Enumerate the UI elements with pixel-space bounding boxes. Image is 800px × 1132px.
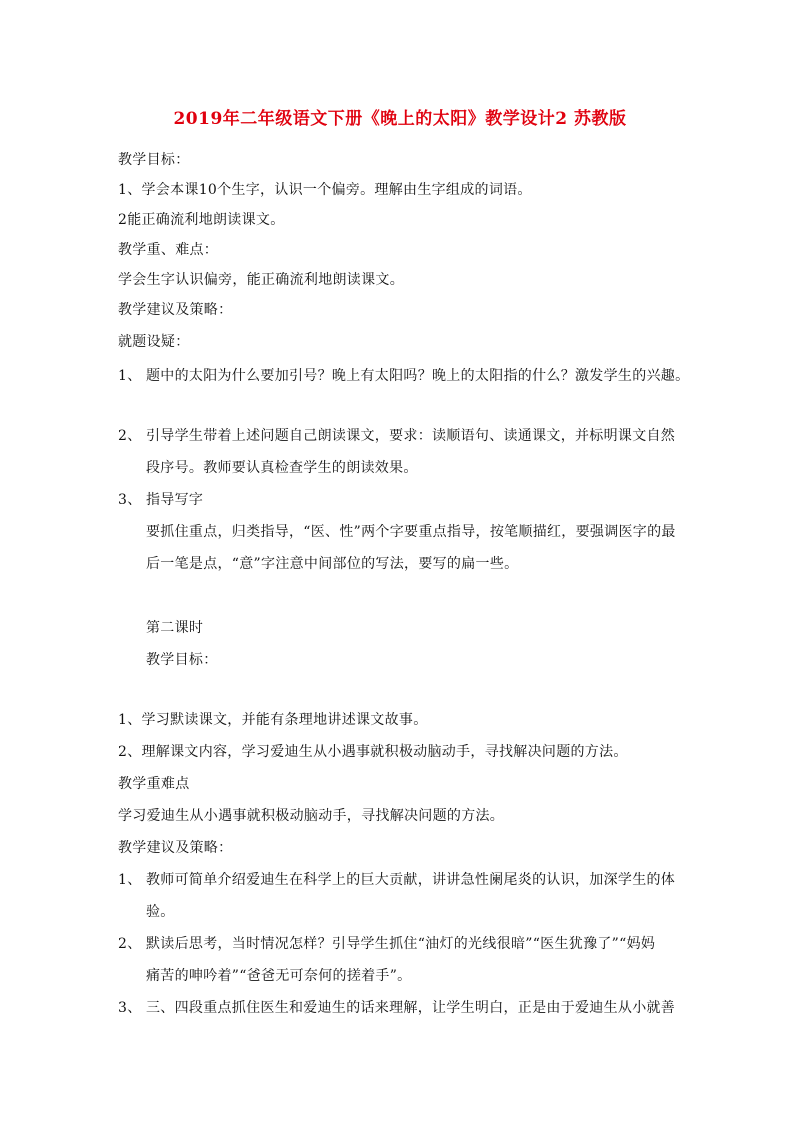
list-number: 3、 xyxy=(118,1000,142,1016)
list-continuation: 痛苦的呻吟着”“爸爸无可奈何的搓着手”。 xyxy=(146,968,412,984)
list-text: 三、四段重点抓住医生和爱迪生的话来理解，让学生明白，正是由于爱迪生从小就善 xyxy=(146,1000,676,1016)
goal-item-1: 1、学习默读课文，并能有条理地讲述课文故事。 xyxy=(118,712,428,728)
list-number: 2、 xyxy=(118,428,142,444)
list-continuation: 段序号。教师要认真检查学生的朗读效果。 xyxy=(146,460,418,476)
heading-key-points: 教学重、难点： xyxy=(118,242,219,258)
list-number: 2、 xyxy=(118,936,142,952)
heading-teaching-goals: 教学目标： xyxy=(118,152,190,168)
goal-item-2: 2、理解课文内容，学习爱迪生从小遇事就积极动脑动手，寻找解决问题的方法。 xyxy=(118,744,628,760)
heading-suggestions: 教学建议及策略： xyxy=(118,302,233,318)
list-text: 教师可简单介绍爱迪生在科学上的巨大贡献，讲讲急性阑尾炎的认识，加深学生的体 xyxy=(146,872,676,888)
list-number: 1、 xyxy=(118,368,142,384)
writing-guide-text: 要抓住重点，归类指导，“医、性”两个字要重点指导，按笔顺描红，要强调医字的最 xyxy=(146,524,676,540)
key-difficulty-text: 学习爱迪生从小遇事就积极动脑动手，寻找解决问题的方法。 xyxy=(118,808,505,824)
heading-second-lesson: 第二课时 xyxy=(146,620,204,636)
heading-key-difficulty: 教学重难点 xyxy=(118,776,190,792)
goal-item-2: 2能正确流利地朗读课文。 xyxy=(118,212,285,228)
list-item xyxy=(118,426,675,446)
list-text: 默读后思考，当时情况怎样？引导学生抓住“油灯的光线很暗”“医生犹豫了”“妈妈 xyxy=(146,936,656,952)
document-title: 2019年二年级语文下册《晚上的太阳》教学设计2 苏教版 xyxy=(173,109,627,129)
list-continuation: 验。 xyxy=(146,904,175,920)
writing-guide-text: 后一笔是点，“意”字注意中间部位的写法，要写的扁一些。 xyxy=(146,556,519,572)
list-item xyxy=(118,998,675,1018)
key-points-text: 学会生字认识偏旁，能正确流利地朗读课文。 xyxy=(118,272,404,288)
list-number: 1、 xyxy=(118,872,142,888)
list-text: 引导学生带着上述问题自己朗读课文，要求：读顺语句、读通课文，并标明课文自然 xyxy=(146,428,676,444)
list-item xyxy=(118,366,689,386)
list-item xyxy=(118,934,655,954)
list-item xyxy=(118,870,675,890)
heading-teaching-goals-2: 教学目标： xyxy=(146,652,218,668)
goal-item-1: 1、学会本课10个生字，认识一个偏旁。理解由生字组成的词语。 xyxy=(118,182,532,198)
list-text: 题中的太阳为什么要加引号？晚上有太阳吗？晚上的太阳指的什么？激发学生的兴趣。 xyxy=(146,368,690,384)
list-number: 3、 xyxy=(118,492,142,508)
list-text: 指导写字 xyxy=(146,492,204,508)
heading-suggestions-2: 教学建议及策略： xyxy=(118,840,233,856)
list-item xyxy=(118,490,203,510)
subheading-question: 就题设疑： xyxy=(118,334,190,350)
